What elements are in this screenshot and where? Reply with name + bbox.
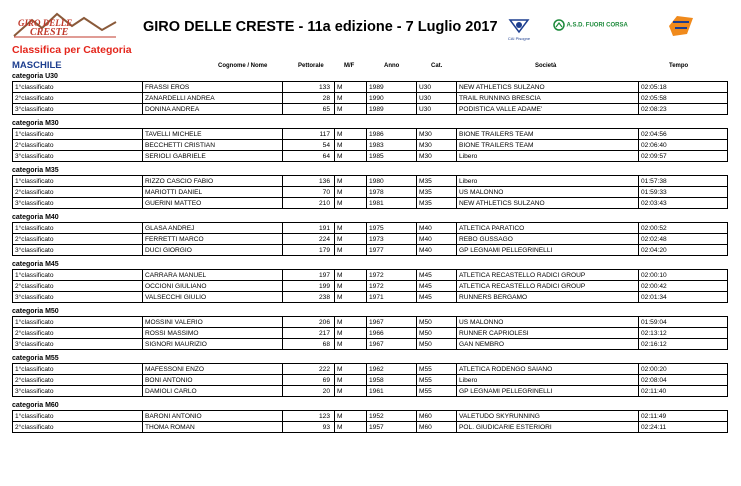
category-label: categoria M55 bbox=[12, 355, 59, 362]
place-cell: 3°classificato bbox=[13, 386, 143, 397]
category-label: categoria M40 bbox=[12, 214, 59, 221]
year-cell: 1989 bbox=[367, 82, 417, 93]
year-cell: 1957 bbox=[367, 422, 417, 433]
sex-cell: M bbox=[335, 104, 367, 115]
club-cell: Libero bbox=[457, 176, 639, 187]
cat-cell: M40 bbox=[417, 245, 457, 256]
cat-cell: U30 bbox=[417, 82, 457, 93]
club-cell: NEW ATHLETICS SULZANO bbox=[457, 82, 639, 93]
col-time: Tempo bbox=[669, 63, 689, 69]
place-cell: 2°classificato bbox=[13, 281, 143, 292]
place-cell: 1°classificato bbox=[13, 82, 143, 93]
col-bib: Pettorale bbox=[298, 63, 324, 69]
name-cell: DAMIOLI CARLO bbox=[143, 386, 283, 397]
col-year: Anno bbox=[384, 63, 400, 69]
sex-cell: M bbox=[335, 292, 367, 303]
name-cell: BARONI ANTONIO bbox=[143, 411, 283, 422]
bib-cell: 117 bbox=[283, 129, 335, 140]
name-cell: CARRARA MANUEL bbox=[143, 270, 283, 281]
sex-cell: M bbox=[335, 317, 367, 328]
bib-cell: 197 bbox=[283, 270, 335, 281]
year-cell: 1981 bbox=[367, 198, 417, 209]
partner-name: A.S.D. FUORI CORSA bbox=[566, 22, 628, 29]
table-row bbox=[13, 140, 728, 151]
name-cell: THOMA ROMAN bbox=[143, 422, 283, 433]
table-row bbox=[13, 422, 728, 433]
results-table bbox=[12, 222, 728, 256]
name-cell: OCCIONI GIULIANO bbox=[143, 281, 283, 292]
year-cell: 1967 bbox=[367, 317, 417, 328]
results-table bbox=[12, 81, 728, 115]
col-sex: M/F bbox=[344, 63, 355, 69]
name-cell: TAVELLI MICHELE bbox=[143, 129, 283, 140]
table-row bbox=[13, 223, 728, 234]
club-cell: RUNNERS BERGAMO bbox=[457, 292, 639, 303]
place-cell: 2°classificato bbox=[13, 375, 143, 386]
name-cell: FERRETTI MARCO bbox=[143, 234, 283, 245]
bib-cell: 54 bbox=[283, 140, 335, 151]
category-list bbox=[12, 72, 727, 433]
cat-cell: M35 bbox=[417, 187, 457, 198]
time-cell: 02:05:58 bbox=[639, 93, 728, 104]
time-cell: 02:06:40 bbox=[639, 140, 728, 151]
time-cell: 02:11:49 bbox=[639, 411, 728, 422]
results-table bbox=[12, 128, 728, 162]
col-club: Società bbox=[535, 63, 557, 69]
club-cell: RUNNER CAPRIOLESI bbox=[457, 328, 639, 339]
name-cell: VALSECCHI GIULIO bbox=[143, 292, 283, 303]
table-row bbox=[13, 386, 728, 397]
table-row bbox=[13, 176, 728, 187]
year-cell: 1986 bbox=[367, 129, 417, 140]
cat-cell: M60 bbox=[417, 411, 457, 422]
sex-cell: M bbox=[335, 82, 367, 93]
sex-cell: M bbox=[335, 411, 367, 422]
bib-cell: 210 bbox=[283, 198, 335, 209]
club-cell: GP LEGNAMI PELLEGRINELLI bbox=[457, 245, 639, 256]
table-row bbox=[13, 339, 728, 350]
cai-logo bbox=[506, 16, 532, 42]
bib-cell: 64 bbox=[283, 151, 335, 162]
table-row bbox=[13, 281, 728, 292]
club-cell: NEW ATHLETICS SULZANO bbox=[457, 198, 639, 209]
year-cell: 1973 bbox=[367, 234, 417, 245]
category-block bbox=[12, 72, 727, 115]
name-cell: ROSSI MASSIMO bbox=[143, 328, 283, 339]
cat-cell: U30 bbox=[417, 93, 457, 104]
table-row bbox=[13, 151, 728, 162]
logo-text-giro: GIRO DELLE bbox=[18, 18, 73, 28]
club-cell: US MALONNO bbox=[457, 187, 639, 198]
time-cell: 01:59:04 bbox=[639, 317, 728, 328]
bib-cell: 224 bbox=[283, 234, 335, 245]
name-cell: SIGNORI MAURIZIO bbox=[143, 339, 283, 350]
category-block bbox=[12, 354, 727, 397]
sex-cell: M bbox=[335, 223, 367, 234]
time-cell: 02:09:57 bbox=[639, 151, 728, 162]
results-table bbox=[12, 175, 728, 209]
year-cell: 1985 bbox=[367, 151, 417, 162]
cat-cell: M60 bbox=[417, 422, 457, 433]
year-cell: 1966 bbox=[367, 328, 417, 339]
table-row bbox=[13, 375, 728, 386]
name-cell: RIZZO CASCIO FABIO bbox=[143, 176, 283, 187]
time-cell: 01:57:38 bbox=[639, 176, 728, 187]
cat-cell: M30 bbox=[417, 151, 457, 162]
time-cell: 02:24:11 bbox=[639, 422, 728, 433]
year-cell: 1971 bbox=[367, 292, 417, 303]
bib-cell: 191 bbox=[283, 223, 335, 234]
bib-cell: 217 bbox=[283, 328, 335, 339]
year-cell: 1983 bbox=[367, 140, 417, 151]
time-cell: 02:16:12 bbox=[639, 339, 728, 350]
cat-cell: M55 bbox=[417, 375, 457, 386]
category-block bbox=[12, 213, 727, 256]
name-cell: DUCI GIORGIO bbox=[143, 245, 283, 256]
name-cell: MOSSINI VALERIO bbox=[143, 317, 283, 328]
year-cell: 1990 bbox=[367, 93, 417, 104]
bib-cell: 68 bbox=[283, 339, 335, 350]
club-cell: ATLETICA RECASTELLO RADICI GROUP bbox=[457, 281, 639, 292]
sex-cell: M bbox=[335, 93, 367, 104]
time-cell: 02:03:43 bbox=[639, 198, 728, 209]
sex-cell: M bbox=[335, 386, 367, 397]
name-cell: FRASSI EROS bbox=[143, 82, 283, 93]
cat-cell: M35 bbox=[417, 198, 457, 209]
table-row bbox=[13, 317, 728, 328]
table-row bbox=[13, 234, 728, 245]
time-cell: 02:08:23 bbox=[639, 104, 728, 115]
time-cell: 02:02:48 bbox=[639, 234, 728, 245]
table-row bbox=[13, 93, 728, 104]
table-row bbox=[13, 411, 728, 422]
category-block bbox=[12, 307, 727, 350]
category-label: categoria M50 bbox=[12, 308, 59, 315]
cat-cell: M35 bbox=[417, 176, 457, 187]
cat-cell: M30 bbox=[417, 140, 457, 151]
club-cell: ATLETICA PARATICO bbox=[457, 223, 639, 234]
year-cell: 1972 bbox=[367, 281, 417, 292]
sex-cell: M bbox=[335, 328, 367, 339]
club-cell: VALETUDO SKYRUNNING bbox=[457, 411, 639, 422]
cat-cell: M55 bbox=[417, 386, 457, 397]
sex-cell: M bbox=[335, 339, 367, 350]
table-row bbox=[13, 82, 728, 93]
category-block bbox=[12, 119, 727, 162]
sex-cell: M bbox=[335, 375, 367, 386]
category-block bbox=[12, 401, 727, 433]
place-cell: 3°classificato bbox=[13, 104, 143, 115]
club-cell: ATLETICA RODENGO SAIANO bbox=[457, 364, 639, 375]
category-label: categoria U30 bbox=[12, 73, 58, 80]
sex-cell: M bbox=[335, 281, 367, 292]
table-row bbox=[13, 129, 728, 140]
year-cell: 1961 bbox=[367, 386, 417, 397]
place-cell: 2°classificato bbox=[13, 234, 143, 245]
sex-cell: M bbox=[335, 140, 367, 151]
sex-cell: M bbox=[335, 151, 367, 162]
cat-cell: M50 bbox=[417, 317, 457, 328]
place-cell: 3°classificato bbox=[13, 151, 143, 162]
results-table bbox=[12, 316, 728, 350]
sex-cell: M bbox=[335, 234, 367, 245]
club-cell: BIONE TRAILERS TEAM bbox=[457, 129, 639, 140]
bib-cell: 69 bbox=[283, 375, 335, 386]
club-cell: REBO GUSSAGO bbox=[457, 234, 639, 245]
time-cell: 02:00:42 bbox=[639, 281, 728, 292]
place-cell: 2°classificato bbox=[13, 422, 143, 433]
place-cell: 2°classificato bbox=[13, 187, 143, 198]
bib-cell: 222 bbox=[283, 364, 335, 375]
sex-cell: M bbox=[335, 187, 367, 198]
page-subtitle: Classifica per Categoria bbox=[12, 44, 132, 56]
cat-cell: M45 bbox=[417, 270, 457, 281]
runner-icon bbox=[553, 19, 565, 31]
sex-cell: M bbox=[335, 129, 367, 140]
name-cell: GLASA ANDREJ bbox=[143, 223, 283, 234]
time-cell: 02:00:20 bbox=[639, 364, 728, 375]
time-cell: 02:13:12 bbox=[639, 328, 728, 339]
place-cell: 2°classificato bbox=[13, 140, 143, 151]
bib-cell: 28 bbox=[283, 93, 335, 104]
time-cell: 02:00:10 bbox=[639, 270, 728, 281]
results-table bbox=[12, 269, 728, 303]
table-row bbox=[13, 328, 728, 339]
club-cell: US MALONNO bbox=[457, 317, 639, 328]
bib-cell: 93 bbox=[283, 422, 335, 433]
bib-cell: 136 bbox=[283, 176, 335, 187]
cat-cell: M50 bbox=[417, 328, 457, 339]
sex-cell: M bbox=[335, 198, 367, 209]
place-cell: 1°classificato bbox=[13, 317, 143, 328]
category-label: categoria M60 bbox=[12, 402, 59, 409]
table-row bbox=[13, 198, 728, 209]
year-cell: 1978 bbox=[367, 187, 417, 198]
name-cell: DONINA ANDREA bbox=[143, 104, 283, 115]
place-cell: 1°classificato bbox=[13, 270, 143, 281]
year-cell: 1958 bbox=[367, 375, 417, 386]
place-cell: 1°classificato bbox=[13, 129, 143, 140]
sex-cell: M bbox=[335, 176, 367, 187]
category-label: categoria M35 bbox=[12, 167, 59, 174]
club-cell: TRAIL RUNNING BRESCIA bbox=[457, 93, 639, 104]
club-cell: BIONE TRAILERS TEAM bbox=[457, 140, 639, 151]
table-row bbox=[13, 104, 728, 115]
year-cell: 1967 bbox=[367, 339, 417, 350]
name-cell: MAFESSONI ENZO bbox=[143, 364, 283, 375]
club-cell: GAN NEMBRO bbox=[457, 339, 639, 350]
col-cat: Cat. bbox=[431, 63, 443, 69]
name-cell: BONI ANTONIO bbox=[143, 375, 283, 386]
time-cell: 02:04:20 bbox=[639, 245, 728, 256]
place-cell: 1°classificato bbox=[13, 223, 143, 234]
bib-cell: 238 bbox=[283, 292, 335, 303]
place-cell: 3°classificato bbox=[13, 339, 143, 350]
bib-cell: 123 bbox=[283, 411, 335, 422]
time-cell: 02:08:04 bbox=[639, 375, 728, 386]
sex-cell: M bbox=[335, 245, 367, 256]
cat-cell: M40 bbox=[417, 223, 457, 234]
sex-cell: M bbox=[335, 270, 367, 281]
club-cell: ATLETICA RECASTELLO RADICI GROUP bbox=[457, 270, 639, 281]
time-cell: 02:00:52 bbox=[639, 223, 728, 234]
club-cell: Libero bbox=[457, 375, 639, 386]
cat-cell: M45 bbox=[417, 281, 457, 292]
table-row bbox=[13, 270, 728, 281]
category-block bbox=[12, 166, 727, 209]
place-cell: 3°classificato bbox=[13, 198, 143, 209]
bib-cell: 133 bbox=[283, 82, 335, 93]
club-cell: POL. GIUDICARIE ESTERIORI bbox=[457, 422, 639, 433]
time-cell: 01:59:33 bbox=[639, 187, 728, 198]
bib-cell: 70 bbox=[283, 187, 335, 198]
year-cell: 1972 bbox=[367, 270, 417, 281]
bib-cell: 206 bbox=[283, 317, 335, 328]
time-cell: 02:11:40 bbox=[639, 386, 728, 397]
logo-text-creste: CRESTE bbox=[30, 27, 69, 38]
cai-logo-text: CAI Pisogne bbox=[507, 36, 531, 41]
year-cell: 1962 bbox=[367, 364, 417, 375]
place-cell: 2°classificato bbox=[13, 328, 143, 339]
section-heading: MASCHILE bbox=[12, 60, 62, 71]
bib-cell: 65 bbox=[283, 104, 335, 115]
name-cell: MARIOTTI DANIEL bbox=[143, 187, 283, 198]
table-row bbox=[13, 364, 728, 375]
table-row bbox=[13, 245, 728, 256]
place-cell: 1°classificato bbox=[13, 364, 143, 375]
bib-cell: 199 bbox=[283, 281, 335, 292]
bib-cell: 179 bbox=[283, 245, 335, 256]
cat-cell: U30 bbox=[417, 104, 457, 115]
cat-cell: M45 bbox=[417, 292, 457, 303]
sex-cell: M bbox=[335, 422, 367, 433]
cat-cell: M40 bbox=[417, 234, 457, 245]
name-cell: GUERINI MATTEO bbox=[143, 198, 283, 209]
col-name: Cognome / Nome bbox=[218, 63, 268, 69]
page-title: GIRO DELLE CRESTE - 11a edizione - 7 Luglio 2017 bbox=[143, 19, 498, 35]
club-cell: GP LEGNAMI PELLEGRINELLI bbox=[457, 386, 639, 397]
category-label: categoria M30 bbox=[12, 120, 59, 127]
year-cell: 1977 bbox=[367, 245, 417, 256]
place-cell: 2°classificato bbox=[13, 93, 143, 104]
cat-cell: M50 bbox=[417, 339, 457, 350]
place-cell: 3°classificato bbox=[13, 292, 143, 303]
club-cell: Libero bbox=[457, 151, 639, 162]
cat-cell: M30 bbox=[417, 129, 457, 140]
giro-delle-creste-logo bbox=[12, 10, 122, 42]
name-cell: BECCHETTI CRISTIAN bbox=[143, 140, 283, 151]
club-cell: PODISTICA VALLE ADAME' bbox=[457, 104, 639, 115]
place-cell: 1°classificato bbox=[13, 411, 143, 422]
bib-cell: 20 bbox=[283, 386, 335, 397]
year-cell: 1980 bbox=[367, 176, 417, 187]
year-cell: 1952 bbox=[367, 411, 417, 422]
time-cell: 02:01:34 bbox=[639, 292, 728, 303]
category-block bbox=[12, 260, 727, 303]
table-row bbox=[13, 292, 728, 303]
place-cell: 3°classificato bbox=[13, 245, 143, 256]
results-table bbox=[12, 363, 728, 397]
cat-cell: M55 bbox=[417, 364, 457, 375]
table-row bbox=[13, 187, 728, 198]
year-cell: 1989 bbox=[367, 104, 417, 115]
year-cell: 1975 bbox=[367, 223, 417, 234]
name-cell: SERIOLI GABRIELE bbox=[143, 151, 283, 162]
time-cell: 02:04:56 bbox=[639, 129, 728, 140]
sponsor-logo bbox=[667, 14, 695, 38]
category-label: categoria M45 bbox=[12, 261, 59, 268]
time-cell: 02:05:18 bbox=[639, 82, 728, 93]
sex-cell: M bbox=[335, 364, 367, 375]
name-cell: ZANARDELLI ANDREA bbox=[143, 93, 283, 104]
results-table bbox=[12, 410, 728, 433]
place-cell: 1°classificato bbox=[13, 176, 143, 187]
